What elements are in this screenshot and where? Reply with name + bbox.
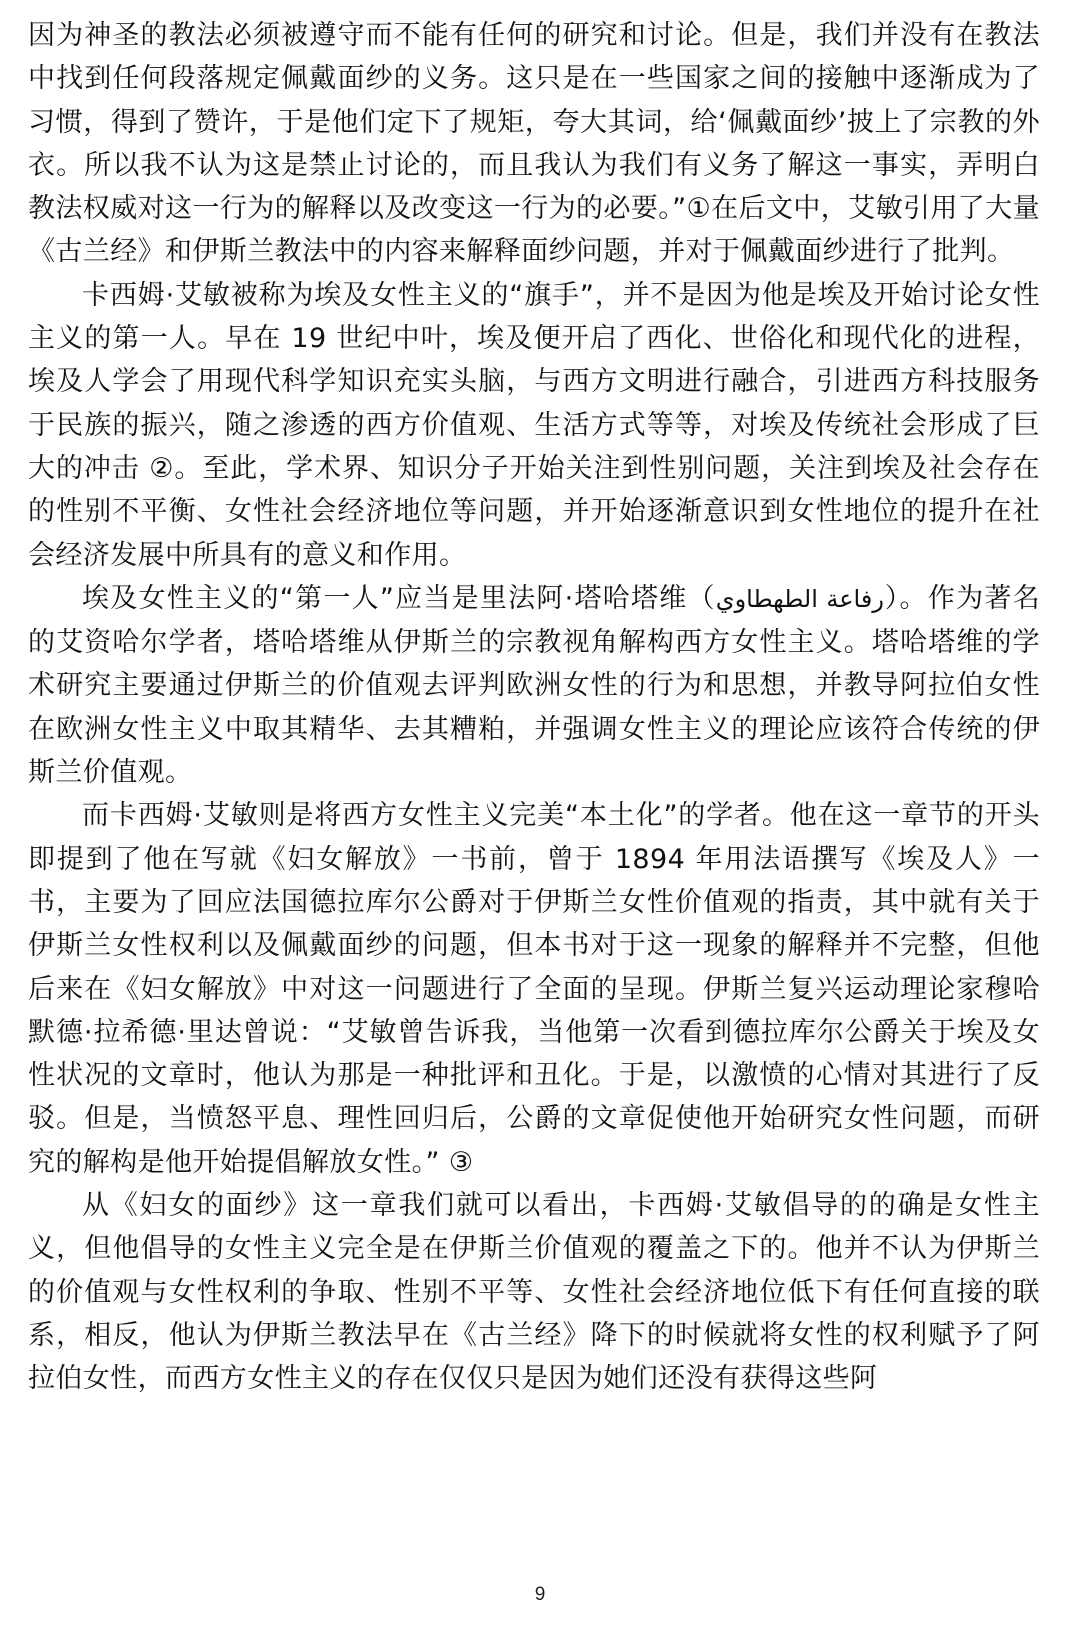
paragraph-3-text-before: 埃及女性主义的“第一人”应当是里法阿·塔哈塔维（ [82,582,716,614]
body-text [28,14,1040,1401]
paragraph-1 [28,14,1040,274]
paragraph-4 [28,794,1040,1184]
paragraph-5 [28,1184,1040,1400]
paragraph-1-text: 因为神圣的教法必须被遵守而不能有任何的研究和讨论。但是，我们并没有在教法中找到任何段落规定佩戴面纱的义务。这只是在一些国家之间的接触中逐渐成为了习惯，得到了赞许，于是他们定下了规矩，夸大其词，给‘佩戴面纱’披上了宗教的外衣。所以我不认为这是禁止讨论的，而且我认为我们有义务了解这一事实，弄明白教法权威对这一行为的解释以及改变这一行为的必要。”①在后文中，艾敏引用了大量《古兰经》和伊斯兰教法中的内容来解释面纱问题，并对于佩戴面纱进行了批判。 [28,20,1040,268]
page-number: 9 [534,1584,546,1605]
paragraph-4-text: 而卡西姆·艾敏则是将西方女性主义完美“本土化”的学者。他在这一章节的开头即提到了他在写就《妇女解放》一书前，曾于 1894 年用法语撰写《埃及人》一书，主要为了回应法国德拉库尔公爵对于伊斯兰女性价值观的指责，其中就有关于伊斯兰女性权利以及佩戴面纱的问题，但本书对于这一现象的解释并不完整，但他后来在《妇女解放》中对这一问题进行了全面的呈现。伊斯兰复兴运动理论家穆哈默德·拉希德·里达曾说：“艾敏曾告诉我，当他第一次看到德拉库尔公爵关于埃及女性状况的文章时，他认为那是一种批评和丑化。于是，以激愤的心情对其进行了反驳。但是，当愤怒平息、理性回归后，公爵的文章促使他开始研究女性问题，而研究的解构是他开始提倡解放女性。” ③ [28,800,1040,1178]
paragraph-3 [28,577,1040,794]
paragraph-3-text-after: ）。作为著名的艾资哈尔学者，塔哈塔维从伊斯兰的宗教视角解构西方女性主义。塔哈塔维的学术研究主要通过伊斯兰的价值观去评判欧洲女性的行为和思想，并教导阿拉伯女性在欧洲女性主义中取其精华、去其糟粕，并强调女性主义的理论应该符合传统的伊斯兰价值观。 [28,582,1040,789]
paragraph-2-text: 卡西姆·艾敏被称为埃及女性主义的“旗手”，并不是因为他是埃及开始讨论女性主义的第一人。早在 19 世纪中叶，埃及便开启了西化、世俗化和现代化的进程，埃及人学会了用现代科学知识充实头脑，与西方文明进行融合，引进西方科技服务于民族的振兴，随之渗透的西方价值观、生活方式等等，对埃及传统社会形成了巨大的冲击 ②。至此，学术界、知识分子开始关注到性别问题，关注到埃及社会存在的性别不平衡、女性社会经济地位等问题，并开始逐渐意识到女性地位的提升在社会经济发展中所具有的意义和作用。 [28,279,1040,571]
paragraph-2 [28,274,1040,577]
arabic-name: رفاعة الطهطاوي [715,584,884,613]
paragraph-5-text: 从《妇女的面纱》这一章我们就可以看出，卡西姆·艾敏倡导的的确是女性主义，但他倡导的女性主义完全是在伊斯兰价值观的覆盖之下的。他并不认为伊斯兰的价值观与女性权利的争取、性别不平等、女性社会经济地位低下有任何直接的联系，相反，他认为伊斯兰教法早在《古兰经》降下的时候就将女性的权利赋予了阿拉伯女性，而西方女性主义的存在仅仅只是因为她们还没有获得这些阿 [28,1190,1040,1395]
